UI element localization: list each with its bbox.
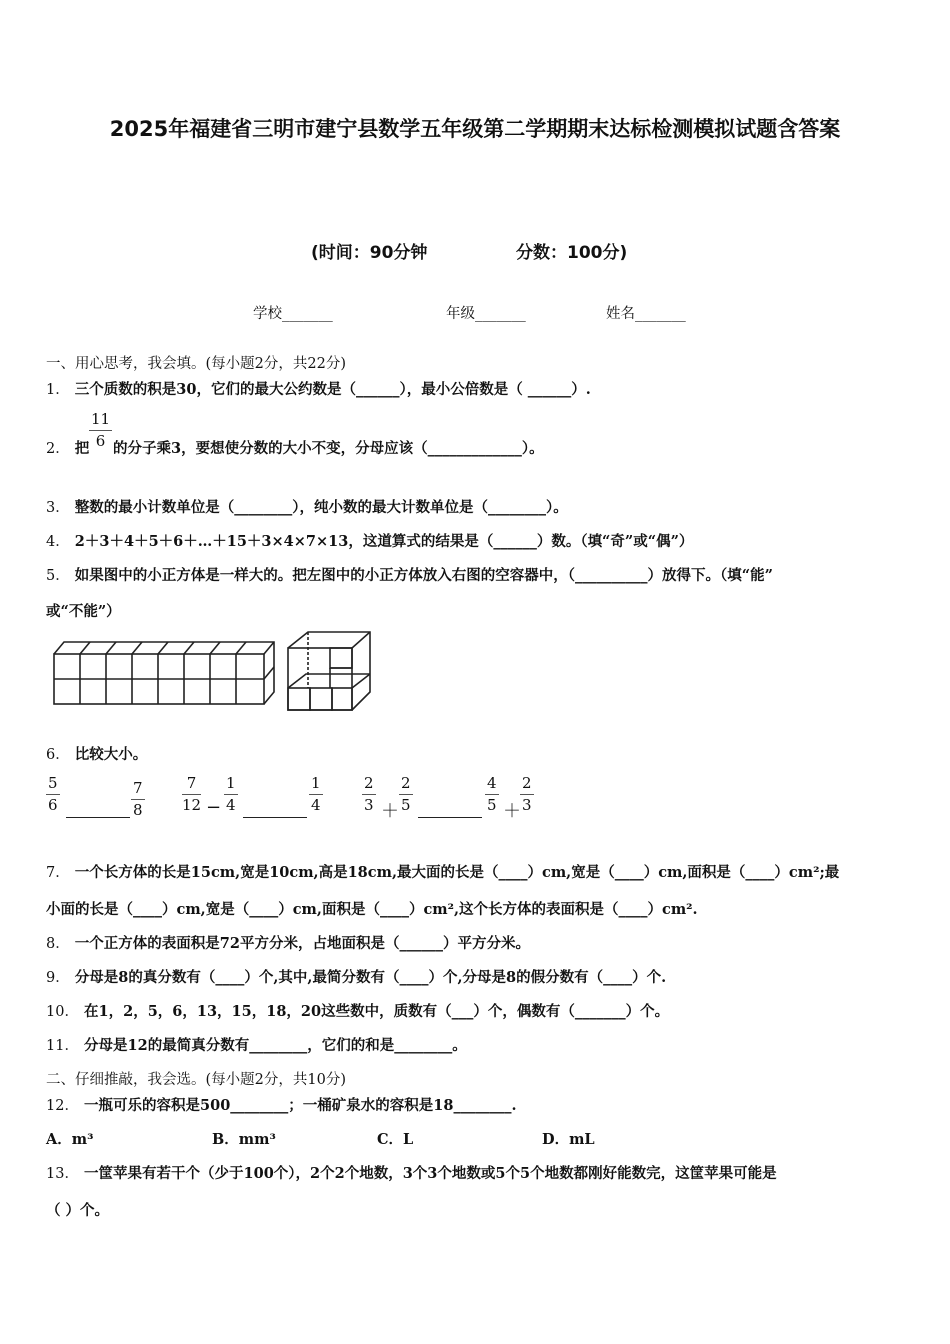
question-text: 整数的最小计数单位是（________），纯小数的最大计数单位是（________）。 (74, 499, 568, 516)
question-text: 如果图中的小正方体是一样大的。把左图中的小正方体放入右图的空容器中，（__________）放得下。（填“能” (74, 567, 773, 584)
fraction-11-6 (89, 412, 112, 449)
question-10 (46, 1000, 669, 1021)
fraction (224, 776, 238, 813)
question-5-line-2: 或“不能”） (46, 603, 121, 620)
option-a[interactable]: A．m³ (46, 1131, 94, 1148)
question-text: 一筐苹果有若干个（少于100个），2个2个地数，3个3个地数或5个5个地数都刚好能数完，这筐苹果可能是 (84, 1165, 777, 1182)
answer-blank[interactable] (418, 816, 482, 818)
cube-row-figure (50, 630, 275, 710)
question-3 (46, 496, 568, 517)
question-number: 8． (46, 936, 70, 952)
numerator: 5 (46, 776, 60, 795)
denominator: 3 (364, 796, 374, 814)
section-2-heading: 二、仔细推敲，我会选。(每小题2分，共10分) (46, 1072, 346, 1088)
question-number: 13． (46, 1166, 79, 1182)
minus-sign: − (206, 797, 222, 818)
denominator: 8 (133, 801, 143, 819)
question-number: 11． (46, 1038, 79, 1054)
question-number: 6． (46, 747, 70, 763)
question-text: 一个正方体的表面积是72平方分米，占地面积是（______）平方分米。 (74, 935, 530, 952)
question-4 (46, 530, 693, 551)
denominator: 6 (95, 432, 106, 450)
question-11 (46, 1034, 467, 1055)
question-text: 2＋3＋4＋5＋6＋…＋15＋3×4×7×13，这道算式的结果是（______）数。（填“奇”或“偶”） (74, 533, 694, 550)
question-2-text: 的分子乘3，要想使分数的大小不变，分母应该（_____________）。 (113, 440, 544, 457)
numerator: 4 (485, 776, 499, 795)
school-field: 学校_______ (253, 306, 333, 322)
question-7-line-2: 小面的长是（____）cm,宽是（____）cm,面积是（____）cm²,这个长方体的表面积是（____）cm². (46, 901, 698, 918)
denominator: 5 (487, 796, 497, 814)
fraction (485, 776, 499, 813)
answer-blank[interactable] (66, 816, 130, 818)
denominator: 4 (226, 796, 236, 814)
fraction (520, 776, 534, 813)
question-text: 一瓶可乐的容积是500________；一桶矿泉水的容积是18________. (84, 1097, 517, 1114)
container-figure (282, 628, 377, 714)
option-b[interactable]: B．mm³ (212, 1131, 276, 1148)
question-text: 在1，2，5，6，13，15，18，20这些数中，质数有（___）个，偶数有（_______）个。 (84, 1003, 670, 1020)
grade-field: 年级_______ (446, 306, 526, 322)
option-c[interactable]: C．L (377, 1131, 414, 1148)
fraction (182, 776, 201, 813)
exam-score: 分数：100分) (516, 243, 628, 263)
numerator: 2 (399, 776, 413, 795)
question-number: 3． (46, 500, 70, 516)
question-text: 三个质数的积是30，它们的最大公约数是（______），最小公倍数是（ ______）. (74, 381, 591, 398)
denominator: 6 (48, 796, 58, 814)
denominator: 3 (522, 796, 532, 814)
name-field: 姓名_______ (606, 306, 686, 322)
question-2 (46, 437, 89, 458)
fraction (362, 776, 376, 813)
question-text: 分母是12的最简真分数有________，它们的和是________。 (84, 1037, 467, 1054)
question-number: 1． (46, 382, 70, 398)
question-6 (46, 743, 147, 764)
question-text: 一个长方体的长是15cm,宽是10cm,高是18cm,最大面的长是（____）cm,宽是（____）cm,面积是（____）cm²;最 (74, 864, 840, 881)
fraction (46, 776, 60, 813)
denominator: 4 (311, 796, 321, 814)
question-12 (46, 1094, 517, 1115)
question-number: 4． (46, 534, 70, 550)
numerator: 11 (89, 412, 112, 431)
question-text: 分母是8的真分数有（____）个,其中,最简分数有（____）个,分母是8的假分数有（____）个. (74, 969, 667, 986)
option-d[interactable]: D．mL (542, 1131, 595, 1148)
exam-time: (时间：90分钟 (311, 243, 428, 263)
fraction (131, 781, 145, 818)
section-1-heading: 一、用心思考，我会填。(每小题2分，共22分) (46, 356, 346, 372)
question-prefix: 把 (74, 440, 90, 457)
question-1 (46, 378, 591, 399)
numerator: 2 (362, 776, 376, 795)
numerator: 7 (182, 776, 201, 795)
denominator: 5 (401, 796, 411, 814)
page-title: 2025年福建省三明市建宁县数学五年级第二学期期末达标检测模拟试题含答案 (109, 117, 841, 141)
question-5 (46, 564, 773, 585)
question-7 (46, 861, 839, 882)
answer-blank[interactable] (243, 816, 307, 818)
plus-sign: ＋ (381, 801, 399, 822)
question-text: 比较大小。 (74, 746, 148, 763)
question-number: 10． (46, 1004, 79, 1020)
fraction (399, 776, 413, 813)
numerator: 7 (131, 781, 145, 800)
question-13 (46, 1162, 777, 1183)
question-9 (46, 966, 666, 987)
question-number: 9． (46, 970, 70, 986)
denominator: 12 (182, 796, 202, 814)
question-number: 2． (46, 441, 70, 457)
fraction (309, 776, 323, 813)
question-number: 12． (46, 1098, 79, 1114)
numerator: 2 (520, 776, 534, 795)
numerator: 1 (224, 776, 238, 795)
numerator: 1 (309, 776, 323, 795)
question-8 (46, 932, 530, 953)
question-number: 5． (46, 568, 70, 584)
plus-sign: ＋ (503, 801, 521, 822)
question-13-line-2: （ ）个。 (46, 1202, 110, 1219)
question-number: 7． (46, 865, 70, 881)
